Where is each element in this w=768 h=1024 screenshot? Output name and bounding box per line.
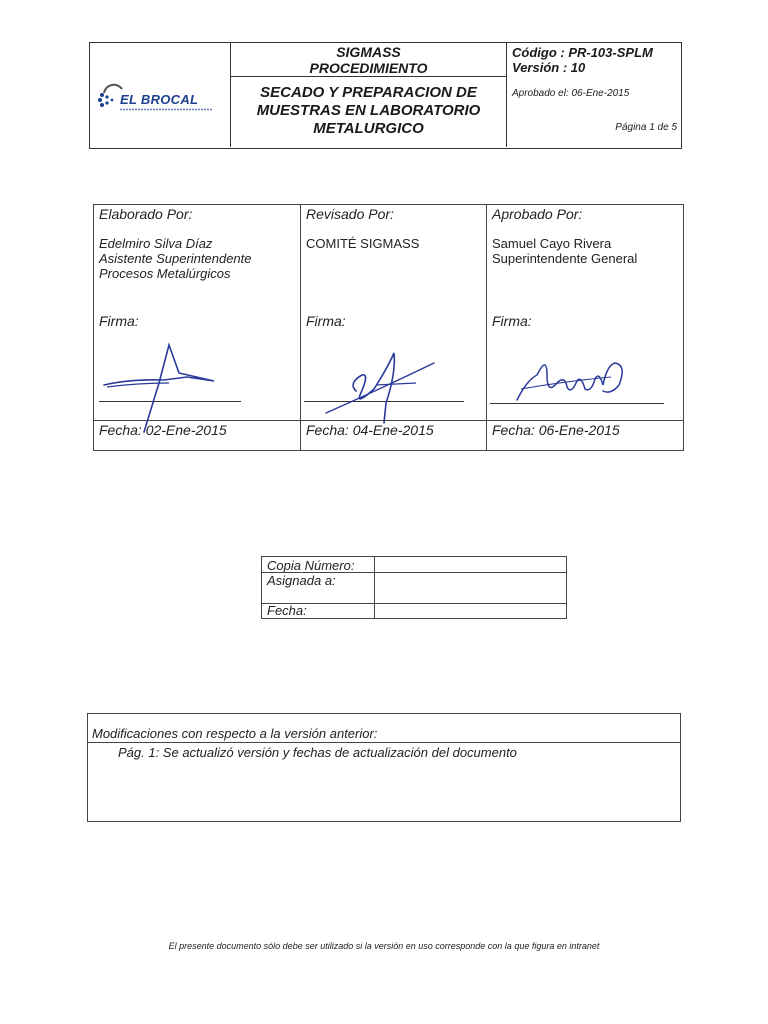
copy-date-label: Fecha: (267, 603, 307, 618)
system-name: SIGMASS (336, 44, 401, 60)
prepared-by-firma-label: Firma: (99, 313, 139, 329)
reviewed-by-name: COMITÉ SIGMASS (306, 236, 420, 251)
modifications-title: Modificaciones con respecto a la versión anterior: (92, 726, 378, 741)
page-number: Página 1 de 5 (615, 122, 677, 133)
title-line-3: METALURGICO (313, 120, 424, 137)
modifications-box (87, 713, 681, 822)
title-line-2: MUESTRAS EN LABORATORIO (256, 102, 481, 119)
title-line-1: SECADO Y PREPARACION DE (260, 84, 477, 101)
approved-by-column (487, 205, 683, 450)
approved-by-signature (507, 345, 647, 415)
modification-entry: Pág. 1: Se actualizó versión y fechas de actualización del documento (118, 745, 517, 760)
prepared-by-column (94, 205, 301, 450)
prepared-by-name: Edelmiro Silva Díaz (99, 236, 213, 251)
document-title (231, 79, 506, 138)
control-cell (507, 43, 681, 147)
document-code: Código : PR-103-SPLM (512, 45, 653, 60)
prepared-by-label: Elaborado Por: (99, 206, 193, 222)
prepared-by-date: Fecha: 02-Ene-2015 (99, 422, 227, 438)
approved-by-firma-label: Firma: (492, 313, 532, 329)
date-row-divider (94, 420, 683, 421)
approved-by-label: Aprobado Por: (492, 206, 583, 222)
assigned-to-label: Asignada a: (267, 573, 336, 588)
prepared-by-area: Procesos Metalúrgicos (99, 266, 231, 281)
reviewed-by-firma-label: Firma: (306, 313, 346, 329)
approved-by-name: Samuel Cayo Rivera (492, 236, 612, 251)
document-version: Versión : 10 (512, 60, 586, 75)
approval-date: Aprobado el: 06-Ene-2015 (512, 88, 630, 99)
copy-control-box (261, 556, 567, 619)
reviewed-by-date: Fecha: 04-Ene-2015 (306, 422, 434, 438)
copy-number-label: Copia Número: (267, 558, 355, 573)
reviewed-by-label: Revisado Por: (306, 206, 394, 222)
copy-row-divider-1 (262, 572, 566, 573)
copy-column-divider (374, 557, 375, 618)
title-cell (231, 43, 507, 147)
copy-row-divider-2 (262, 603, 566, 604)
signatures-table (93, 204, 684, 451)
footer-note: El presente documento sólo debe ser utilizado si la versión en uso corresponde con la que figura en intranet (168, 941, 600, 951)
document-header (89, 42, 682, 149)
logo-subtext (120, 108, 212, 111)
approved-by-date: Fecha: 06-Ene-2015 (492, 422, 620, 438)
logo-cell (90, 43, 231, 147)
approved-by-role: Superintendente General (492, 251, 638, 266)
system-heading (231, 43, 506, 77)
logo-text: EL BROCAL (120, 92, 199, 107)
prepared-by-role: Asistente Superintendente (99, 251, 252, 266)
doc-type: PROCEDIMIENTO (309, 60, 428, 76)
reviewed-by-column (301, 205, 487, 450)
modifications-divider (88, 742, 680, 743)
